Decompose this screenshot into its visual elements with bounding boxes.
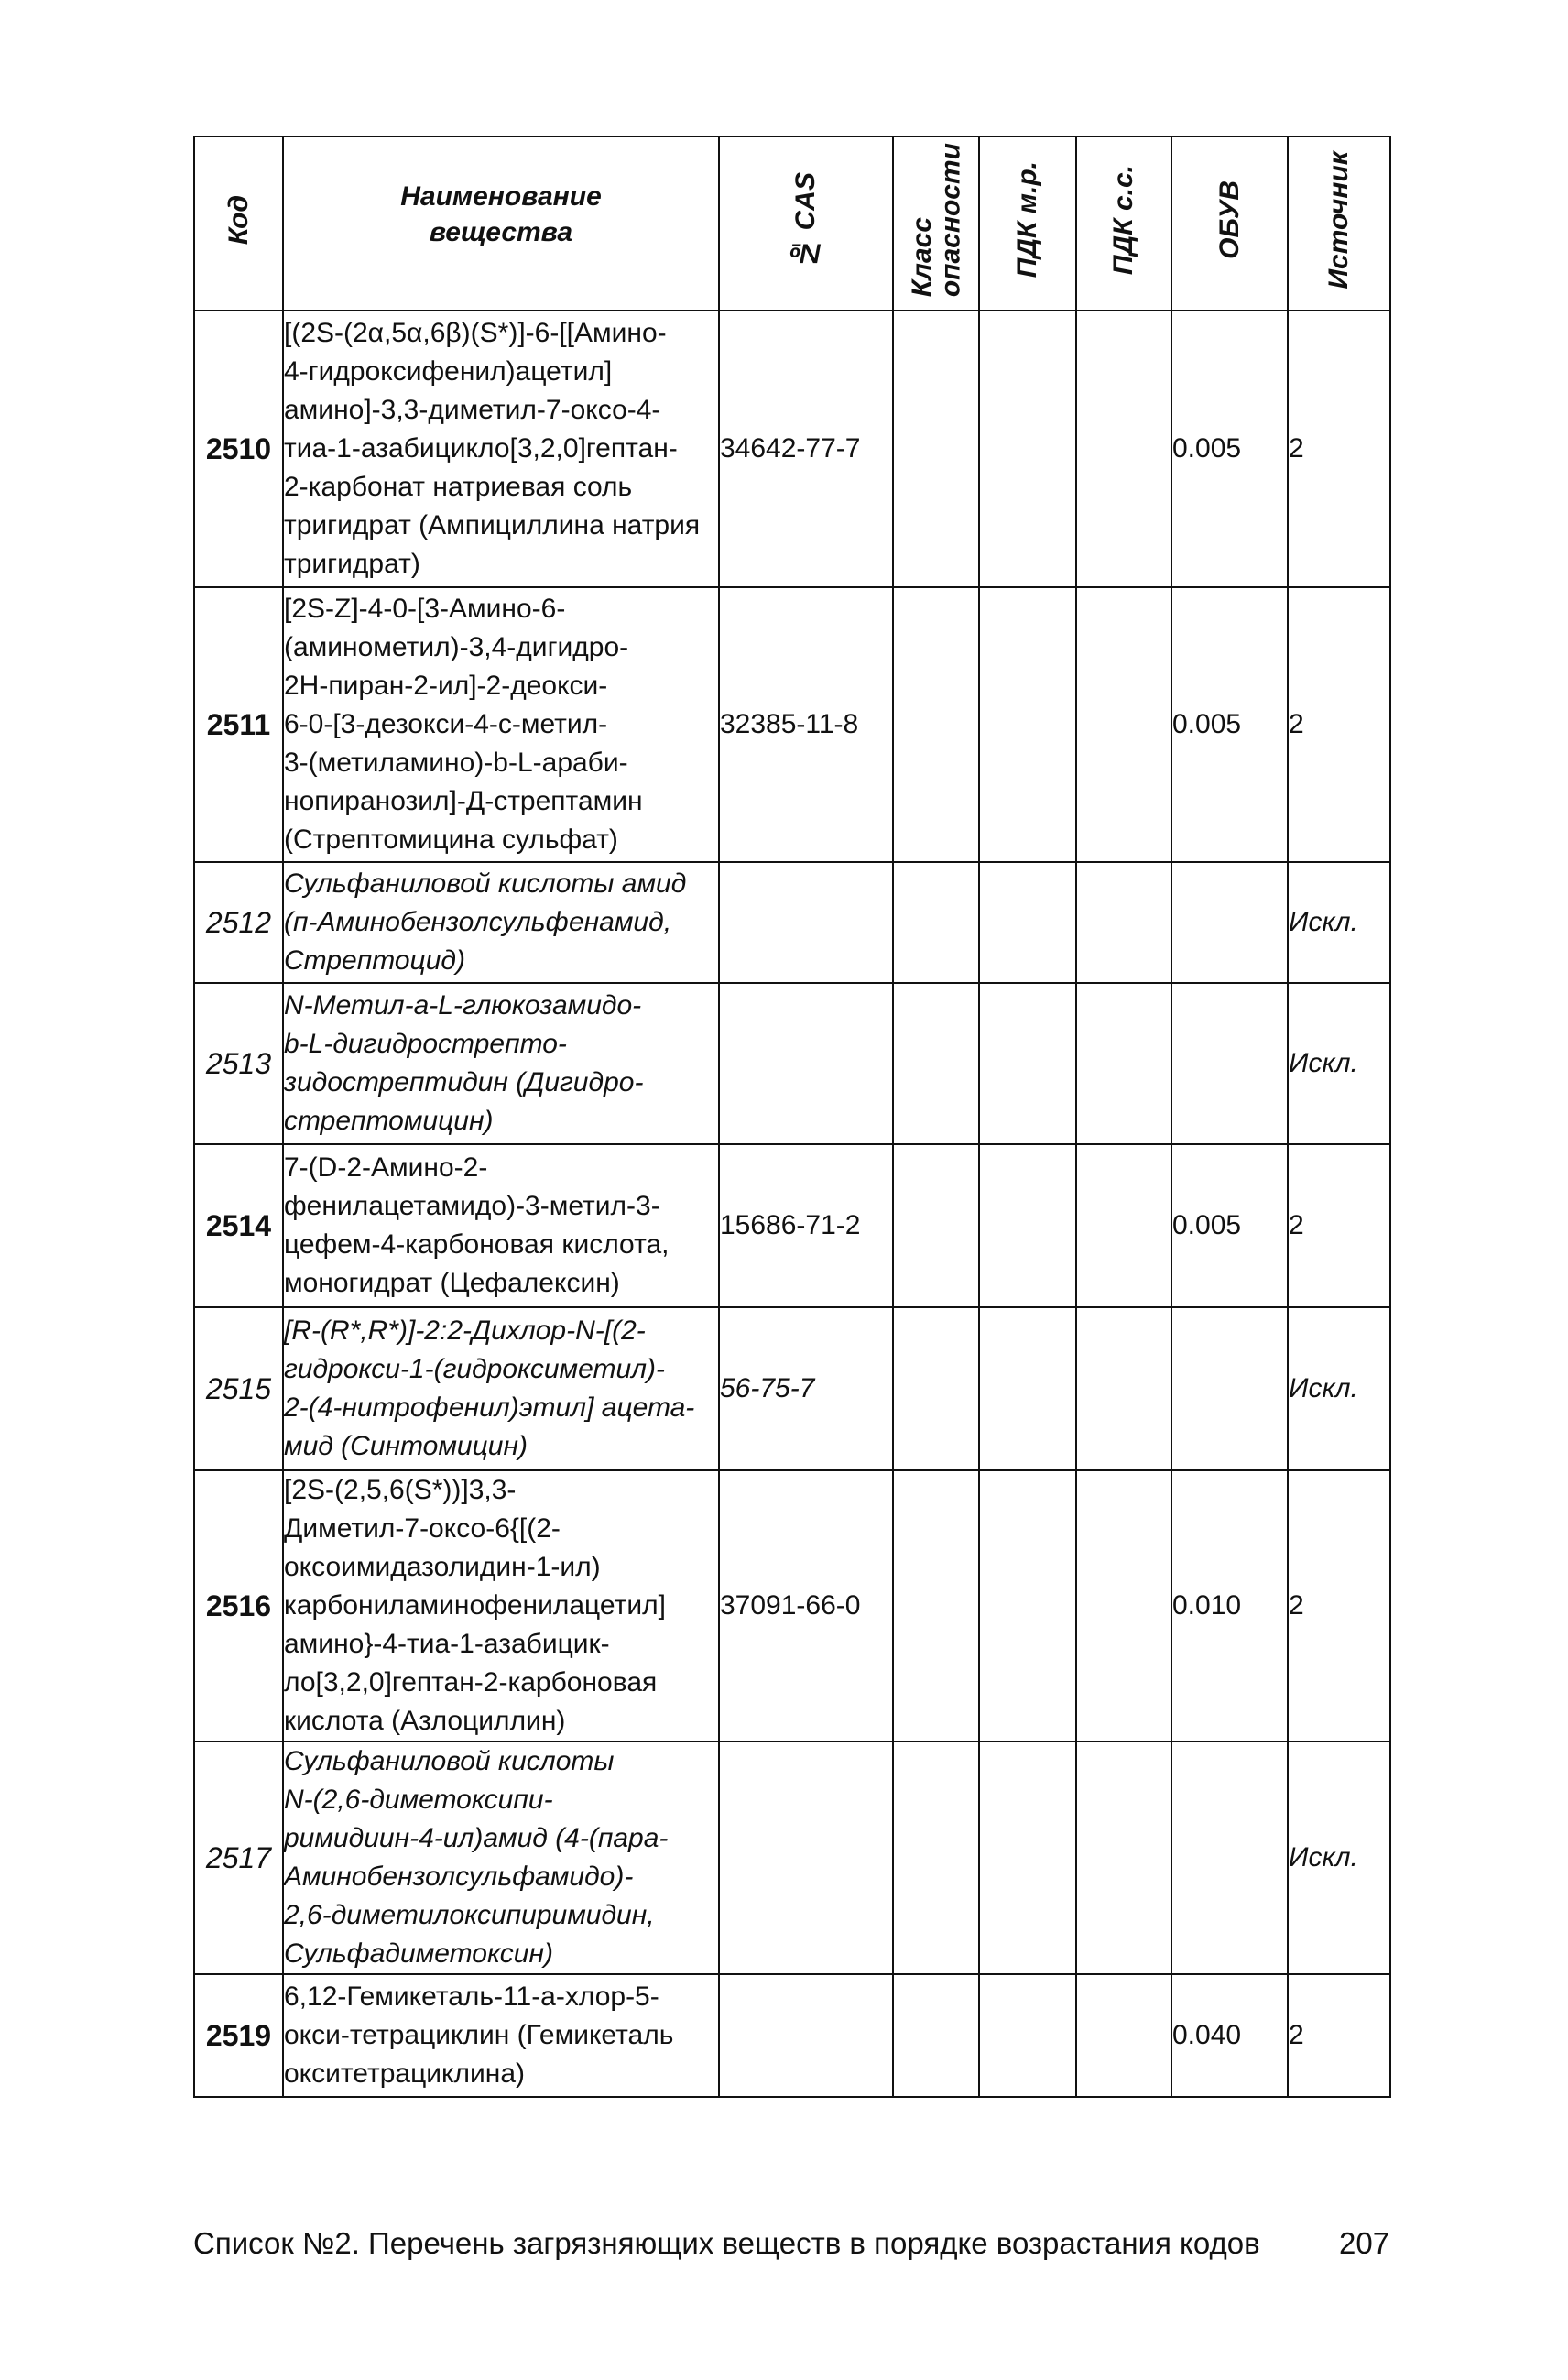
- cell-source: 2: [1288, 311, 1390, 587]
- cell-source: 2: [1288, 1144, 1390, 1307]
- table-body: [194, 311, 1390, 2097]
- cell-name: [R-(R*,R*)]-2:2-Дихлор-N-[(2- гидрокси-1-(гидроксиметил)- 2-(4-нитрофенил)этил] ацета- мид (Синтомицин): [283, 1307, 719, 1470]
- cell-source: 2: [1288, 1974, 1390, 2097]
- page-number: 207: [1339, 2226, 1390, 2260]
- cell-obuv: 0.040: [1171, 1974, 1288, 2097]
- header-source: Источник: [1288, 136, 1390, 311]
- cell-code: 2516: [194, 1470, 283, 1741]
- cell-pdk-ss: [1076, 983, 1171, 1144]
- cell-pdk-mr: [979, 1470, 1076, 1741]
- header-obuv: ОБУВ: [1171, 136, 1288, 311]
- cell-pdk-mr: [979, 862, 1076, 983]
- cell-pdk-mr: [979, 983, 1076, 1144]
- cell-cas: 32385-11-8: [719, 587, 893, 862]
- table-row: [194, 311, 1390, 587]
- cell-name: 6,12-Гемикеталь-11-а-хлор-5- окси-тетрациклин (Гемикеталь окситетрациклина): [283, 1974, 719, 2097]
- cell-code: 2512: [194, 862, 283, 983]
- cell-cas: 34642-77-7: [719, 311, 893, 587]
- cell-source: Искл.: [1288, 1307, 1390, 1470]
- cell-pdk-mr: [979, 587, 1076, 862]
- cell-obuv: 0.005: [1171, 587, 1288, 862]
- cell-pdk-mr: [979, 1307, 1076, 1470]
- cell-cas: [719, 862, 893, 983]
- cell-source: 2: [1288, 1470, 1390, 1741]
- header-pdk-mr: ПДК м.р.: [979, 136, 1076, 311]
- header-name: Наименование вещества: [283, 136, 719, 311]
- table-row: [194, 1307, 1390, 1470]
- cell-name: [2S-(2,5,6(S*))]3,3- Диметил-7-оксо-6{[(2- оксоимидазолидин-1-ил) карбониламинофенилацетил] амино}-4-тиа-1-азабицик- ло[3,2,0]гептан-2-карбоновая кислота (Азлоциллин): [283, 1470, 719, 1741]
- cell-pdk-ss: [1076, 587, 1171, 862]
- cell-hazard-class: [893, 862, 979, 983]
- cell-code: 2519: [194, 1974, 283, 2097]
- header-pdk-ss: ПДК с.с.: [1076, 136, 1171, 311]
- cell-source: 2: [1288, 587, 1390, 862]
- cell-name: [2S-Z]-4-0-[3-Амино-6- (аминометил)-3,4-дигидро- 2Н-пиран-2-ил]-2-деокси- 6-0-[3-дезокси-4-с-метил- 3-(метиламино)-b-L-араби- нопиранозил]-Д-стрептамин (Стрептомицина сульфат): [283, 587, 719, 862]
- table-row: [194, 587, 1390, 862]
- cell-pdk-ss: [1076, 1741, 1171, 1974]
- cell-hazard-class: [893, 311, 979, 587]
- cell-obuv: [1171, 1307, 1288, 1470]
- cell-name: 7-(D-2-Амино-2- фенилацетамидо)-3-метил-3- цефем-4-карбоновая кислота, моногидрат (Цефалексин): [283, 1144, 719, 1307]
- cell-obuv: 0.010: [1171, 1470, 1288, 1741]
- cell-code: 2517: [194, 1741, 283, 1974]
- header-hazard-class: Класс опасности: [893, 136, 979, 311]
- cell-obuv: [1171, 983, 1288, 1144]
- cell-code: 2511: [194, 587, 283, 862]
- footer-title: Список №2. Перечень загрязняющих веществ в порядке возрастания кодов: [193, 2226, 1260, 2260]
- cell-name: N-Метил-a-L-глюкозамидо- b-L-дигидрострепто- зидострептидин (Дигидро- стрептомицин): [283, 983, 719, 1144]
- cell-hazard-class: [893, 1741, 979, 1974]
- table-row: [194, 1470, 1390, 1741]
- cell-cas: [719, 1741, 893, 1974]
- cell-cas: 56-75-7: [719, 1307, 893, 1470]
- table-header-row: [194, 136, 1390, 311]
- cell-hazard-class: [893, 1307, 979, 1470]
- cell-name: Сульфаниловой кислоты N-(2,6-диметоксипи- римидиин-4-ил)амид (4-(пара- Аминобензолсульфамидо)- 2,6-диметилоксипиримидин, Сульфадиметоксин): [283, 1741, 719, 1974]
- cell-hazard-class: [893, 1144, 979, 1307]
- substances-table: [193, 136, 1391, 2098]
- header-cas: № CAS: [719, 136, 893, 311]
- table-row: [194, 862, 1390, 983]
- table-row: [194, 1741, 1390, 1974]
- cell-pdk-ss: [1076, 1307, 1171, 1470]
- cell-hazard-class: [893, 587, 979, 862]
- header-code: Код: [194, 136, 283, 311]
- cell-hazard-class: [893, 1974, 979, 2097]
- cell-pdk-ss: [1076, 1470, 1171, 1741]
- cell-code: 2515: [194, 1307, 283, 1470]
- cell-pdk-mr: [979, 1741, 1076, 1974]
- cell-cas: 15686-71-2: [719, 1144, 893, 1307]
- cell-code: 2510: [194, 311, 283, 587]
- cell-pdk-mr: [979, 311, 1076, 587]
- cell-code: 2513: [194, 983, 283, 1144]
- table-row: [194, 983, 1390, 1144]
- cell-pdk-ss: [1076, 1144, 1171, 1307]
- cell-hazard-class: [893, 1470, 979, 1741]
- cell-obuv: [1171, 862, 1288, 983]
- cell-pdk-mr: [979, 1144, 1076, 1307]
- cell-hazard-class: [893, 983, 979, 1144]
- cell-pdk-mr: [979, 1974, 1076, 2097]
- cell-code: 2514: [194, 1144, 283, 1307]
- cell-cas: [719, 983, 893, 1144]
- cell-pdk-ss: [1076, 311, 1171, 587]
- cell-source: Искл.: [1288, 862, 1390, 983]
- cell-obuv: 0.005: [1171, 1144, 1288, 1307]
- cell-name: Сульфаниловой кислоты амид (п-Аминобензолсульфенамид, Стрептоцид): [283, 862, 719, 983]
- cell-source: Искл.: [1288, 1741, 1390, 1974]
- cell-cas: 37091-66-0: [719, 1470, 893, 1741]
- cell-pdk-ss: [1076, 1974, 1171, 2097]
- table-row: [194, 1974, 1390, 2097]
- cell-cas: [719, 1974, 893, 2097]
- cell-source: Искл.: [1288, 983, 1390, 1144]
- cell-obuv: 0.005: [1171, 311, 1288, 587]
- table-row: [194, 1144, 1390, 1307]
- cell-obuv: [1171, 1741, 1288, 1974]
- cell-name: [(2S-(2α,5α,6β)(S*)]-6-[[Амино- 4-гидроксифенил)ацетил] амино]-3,3-диметил-7-оксо-4- тиа-1-азабицикло[3,2,0]гептан- 2-карбонат натриевая соль тригидрат (Ампициллина натрия тригидрат): [283, 311, 719, 587]
- cell-pdk-ss: [1076, 862, 1171, 983]
